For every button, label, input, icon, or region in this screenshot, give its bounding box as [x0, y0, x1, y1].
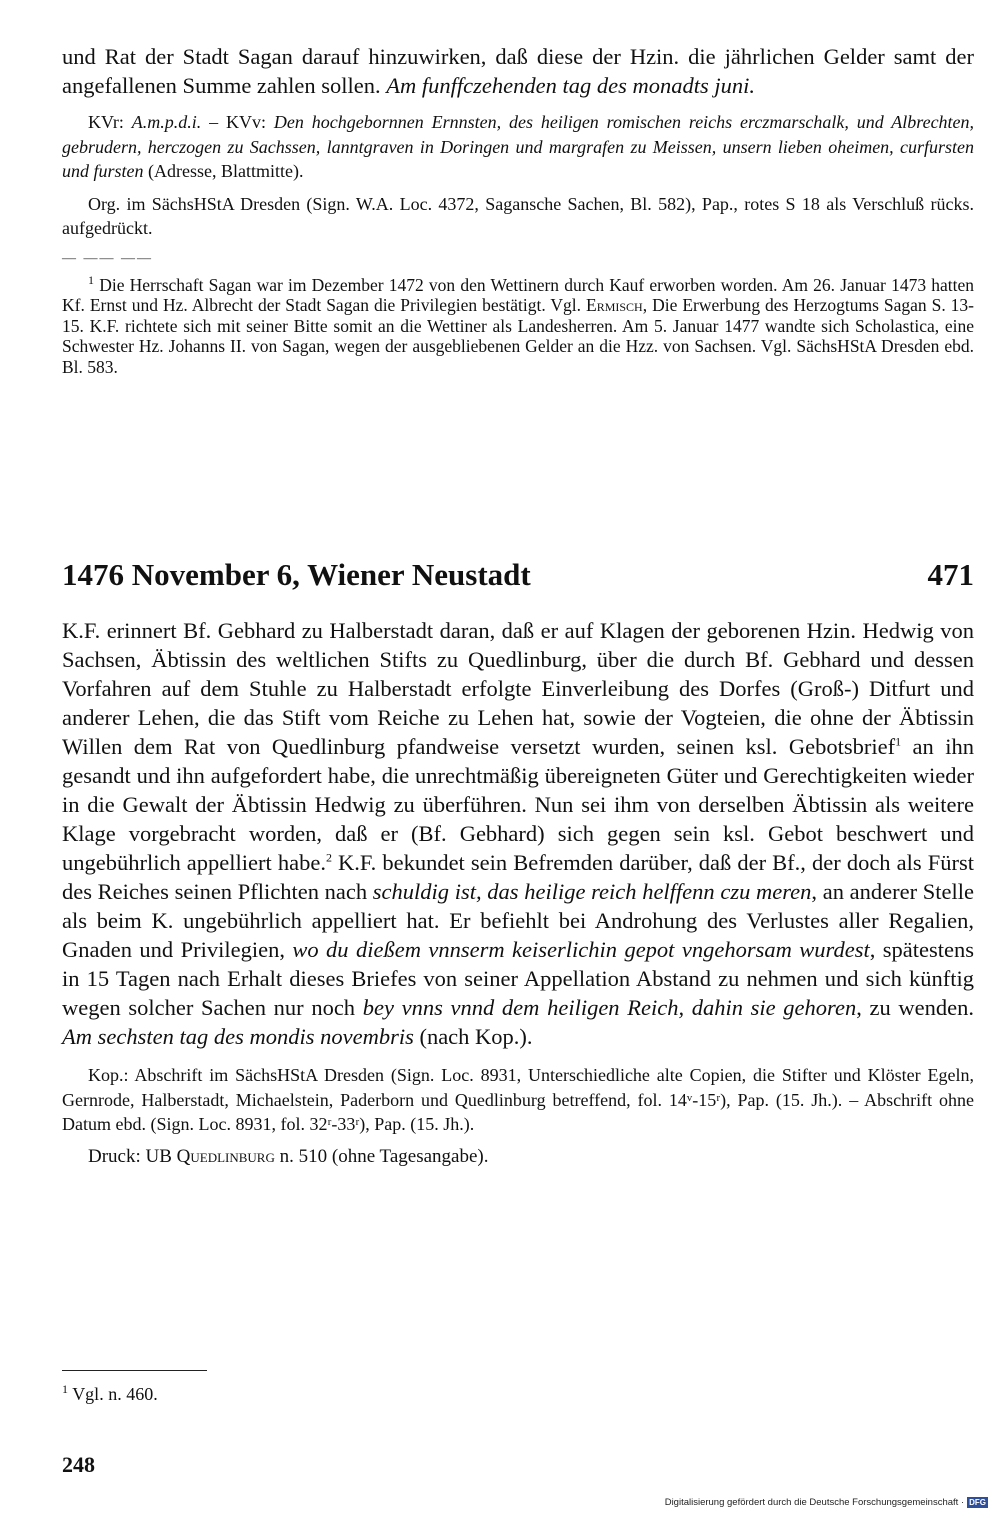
funding-text: Digitalisierung gefördert durch die Deutsche Forschungsgemeinschaft · [664, 1497, 965, 1508]
footnote-text: Vgl. n. 460. [72, 1384, 158, 1404]
regest-text: , spätestens in 15 Tagen nach Erhalt dieses Briefes von seiner Appellation Abstand zu nehmen und sich künftig wegen solcher Sachen nur noch [62, 937, 974, 1020]
footnote-1 [62, 272, 975, 378]
footnote-marker: 1 [62, 1382, 68, 1396]
quote-text: schuldig ist, das heilige reich helffenn czu meren [372, 879, 812, 904]
original-source-note: Org. im SächsHStA Dresden (Sign. W.A. Loc. 4372, Sagansche Sachen, Bl. 582), Pap., rotes S 18 als Verschluß rücks. aufgedrückt. [62, 193, 974, 238]
quote-date: Am sechsten tag des mondis novembris [62, 1024, 414, 1049]
note-ref-1: 1 [895, 734, 902, 749]
print-note [62, 1145, 974, 1170]
kvr-label: KVr: [88, 112, 124, 132]
print-detail: n. 510 (ohne Tagesangabe). [274, 1145, 489, 1167]
kvv-label: – KVv: [209, 112, 267, 132]
footnote-text-continued: , Die Erwerbung des Herzogtums Sagan S. 13-15. K.F. richtete sich mit seiner Bitte somit an die Wettiner als Landesherren. Am 5. Januar 1477 wandte sich Scholastica, eine Schwester Hz. Johanns II. von Sagan, wegen der ausgebliebenen Gelder an die Hzz. von Sachsen. Vgl. SächsHStA Dresden ebd. Bl. 583. [62, 295, 975, 377]
entry-heading [62, 556, 974, 594]
footnote-rule [62, 1370, 207, 1371]
entry-footnote [62, 1384, 158, 1405]
continuation-date: Am funffczehenden tag des monadts juni. [386, 73, 755, 98]
entry-body [62, 616, 974, 1169]
quote-text: wo du dießem vnnserm keiserlichin gepot vngehorsam wurdest [292, 937, 870, 962]
kvr-value: A.m.p.d.i. [131, 112, 202, 132]
regest-text: K.F. erinnert Bf. Gebhard zu Halberstadt daran, daß er auf Klagen der geborenen Hzin. Hedwig von Sachsen, Äbtissin des weltlichen Stifts zu Quedlinburg, über die durch Bf. Gebhard und dessen Vorfahren auf dem Stuhle zu Halberstadt erfolgte Einverleibung des Dorfes (Groß-) Ditfurt und anderer Lehen, die das Stift vom Reiche zu Lehen hat, sowie der Vogteien, die ohne der Äbtissin Willen dem Rat von Quedlinburg pfandweise versetzt wurden, seinen ksl. Gebotsbrief [62, 618, 974, 759]
entry-date-place: 1476 November 6, Wiener Neustadt [62, 557, 531, 592]
page-number: 248 [62, 1452, 95, 1477]
dfg-logo-icon: DFG [969, 1498, 986, 1507]
continuation-text: und Rat der Stadt Sagan darauf hinzuwirken, daß diese der Hzin. die jährlichen Gelder samt der angefallenen Summe zahlen sollen. [62, 44, 974, 98]
quote-text: bey vnns vnnd dem heiligen Reich, dahin sie gehoren [362, 995, 857, 1020]
kvv-address: Den hochgebornnen Ernnsten, des heiligen romischen reichs erczmarschalk, und Albrechten, gebrudern, herczogen zu Sachssen, lanntgraven in Doringen und margrafen zu Meissen, unsern lieben oheimen, curfursten und fursten [62, 112, 975, 181]
regest-text: , zu wenden. [856, 995, 974, 1020]
entry-number: 471 [927, 557, 974, 592]
print-label: Druck: UB [88, 1145, 177, 1167]
footnote-author: Ermisch [586, 295, 643, 315]
kvv-note: (Adresse, Blattmitte). [148, 161, 304, 181]
regest-text: an ihn gesandt und ihn aufgefordert habe, die unrechtmäßig übereigneten Güter und Gerechtigkeiten wieder in die Gewalt der Äbtissin Hedwig zu überführen. Nun sei ihm von derselben Äbtissin als weitere Klage vorgebracht worden, daß er (Bf. Gebhard) sich gegen sein ksl. Gebot beschwert und ungebührlich appelliert habe. [62, 734, 975, 875]
funding-footer [665, 1497, 988, 1508]
regest-text: (nach Kop.). [413, 1024, 533, 1049]
address-note [62, 110, 974, 184]
print-source: Quedlinburg [176, 1145, 275, 1167]
footnote-text: Die Herrschaft Sagan war im Dezember 1472 von den Wettinern durch Kauf erworben worden. Am 26. Januar 1473 hatten Kf. Ernst und Hz. Albrecht der Stadt Sagan die Privilegien bestätigt. Vgl. [62, 274, 975, 315]
copy-source-note: Kop.: Abschrift im SächsHStA Dresden (Sign. Loc. 8931, Unterschiedliche alte Copien, die Stifter und Klöster Egeln, Gernrode, Halberstadt, Michaelstein, Paderborn und Quedlinburg betreffend, fol. 14ᵛ-15ʳ), Pap. (15. Jh.). – Abschrift ohne Datum ebd. (Sign. Loc. 8931, fol. 32ʳ-33ʳ), Pap. (15. Jh.). [62, 1065, 974, 1134]
footnote-separator: — —— —— [62, 250, 153, 266]
continuation-block [62, 42, 974, 377]
regest-paragraph [62, 616, 974, 1051]
footnote-marker: 1 [88, 272, 94, 287]
continuation-paragraph [62, 42, 974, 100]
note-ref-2: 2 [325, 850, 332, 865]
regest-text: , an anderer Stelle als beim K. ungebührlich appelliert hat. Er befiehlt bei Androhung des Verlustes aller Regalien, Gnaden und Privilegien, [62, 879, 975, 962]
regest-text: K.F. bekundet sein Befremden darüber, daß der Bf., der doch als Fürst des Reiches seinen Pflichten nach [62, 850, 974, 904]
